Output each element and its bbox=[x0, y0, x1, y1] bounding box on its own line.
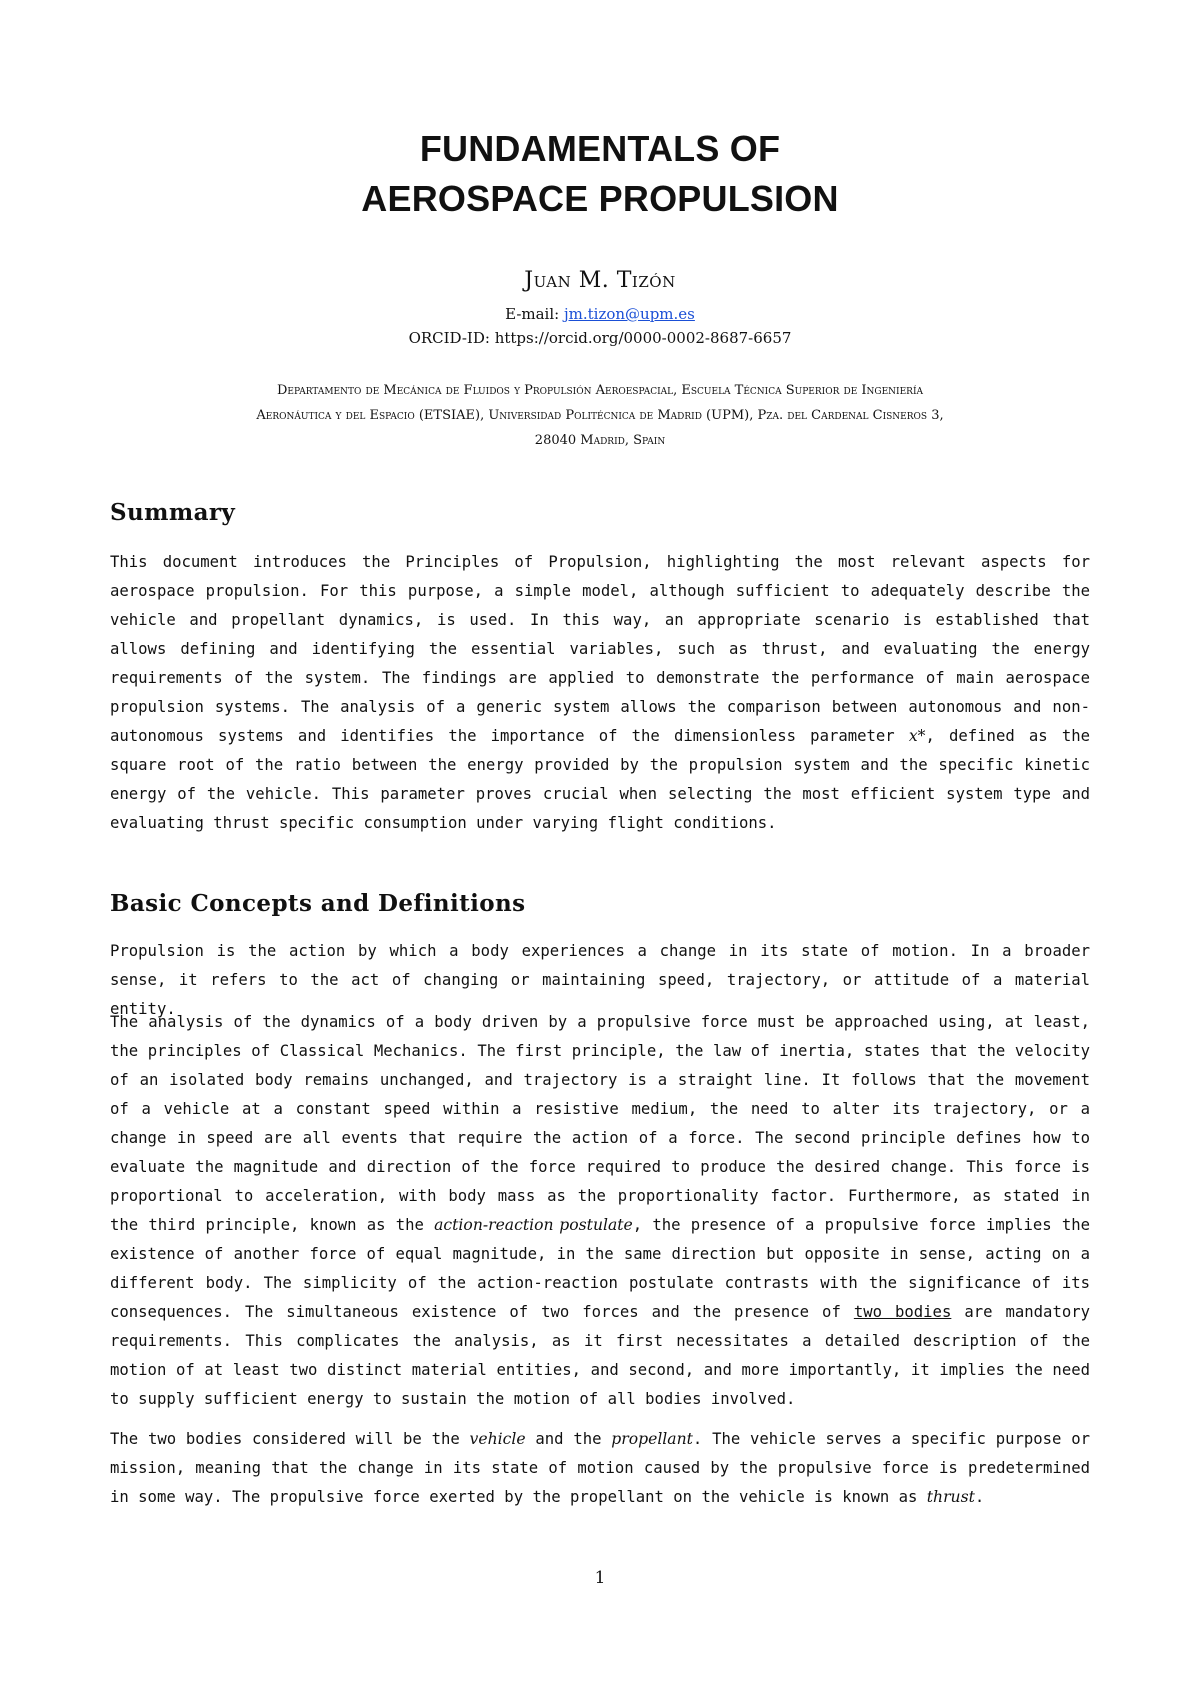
paper-title bbox=[0, 124, 1200, 224]
basic-p3-text-a: The two bodies considered will be the bbox=[110, 1430, 470, 1448]
author-affiliation bbox=[100, 378, 1100, 453]
page-number: 1 bbox=[594, 1568, 606, 1588]
basic-p2-text-a: The analysis of the dynamics of a body driven by a propulsive force must be approached using, at least, the principles of Classical Mechanics. The first principle, the law of inertia, states that the velocity of an isolated body remains unchanged, and trajectory is a straight line. It follows that the movement of a vehicle at a constant speed within a resistive medium, the need to alter its trajectory, or a change in speed are all events that require the action of a force. The second principle defines how to evaluate the magnitude and direction of the force required to produce the desired change. This force is proportional to acceleration, with body mass as the proportionality factor. Furthermore, as stated in the third principle, known as the bbox=[110, 1013, 1090, 1234]
author-name: Juan M. Tizón bbox=[524, 268, 676, 293]
basic-paragraph-3 bbox=[110, 1425, 1090, 1512]
affiliation-line-2: Aeronáutica y del Espacio (ETSIAE), Universidad Politécnica de Madrid (UPM), Pza. del Cardenal Cisneros 3, bbox=[256, 408, 944, 423]
basic-paragraph-2 bbox=[110, 1008, 1090, 1414]
basic-p3-text-d: . bbox=[974, 1488, 985, 1506]
basic-p3-text-b: and the bbox=[525, 1430, 612, 1448]
paper-title-line-2: AEROSPACE PROPULSION bbox=[361, 178, 839, 219]
affiliation-line-1: Departamento de Mecánica de Fluidos y Propulsión Aeroespacial, Escuela Técnica Superior de Ingeniería bbox=[276, 383, 924, 398]
paper-title-line-1: FUNDAMENTALS OF bbox=[419, 128, 781, 169]
thrust-term: thrust bbox=[926, 1488, 975, 1506]
two-bodies-underlined: two bodies bbox=[853, 1303, 952, 1321]
dimensionless-parameter-symbol: x* bbox=[908, 727, 926, 745]
affiliation-line-3: 28040 Madrid, Spain bbox=[534, 433, 666, 448]
summary-paragraph bbox=[110, 548, 1090, 838]
basic-p2-text-b: , the presence of a propulsive force implies the existence of another force of equal magnitude, in the same direction but opposite in sense, acting on a different body. The simplicity of the action-reaction postulate contrasts with the significance of its consequences. The simultaneous existence of two forces and the presence of bbox=[110, 1216, 1090, 1321]
email-label: E-mail: bbox=[505, 305, 564, 323]
email-link[interactable]: jm.tizon@upm.es bbox=[563, 305, 695, 323]
author-orcid: ORCID-ID: https://orcid.org/0000-0002-8687-6657 bbox=[408, 329, 792, 347]
summary-heading: Summary bbox=[110, 499, 236, 526]
author-email-line bbox=[0, 305, 1200, 323]
vehicle-term: vehicle bbox=[469, 1430, 526, 1448]
propellant-term: propellant bbox=[611, 1430, 693, 1448]
basic-p3-text-c: . The vehicle serves a specific purpose or mission, meaning that the change in its state of motion caused by the propulsive force is predetermined in some way. The propulsive force exerted by the propellant on the vehicle is known as bbox=[110, 1430, 1090, 1506]
basic-p2-text-c: are mandatory requirements. This complicates the analysis, as it first necessitates a detailed description of the motion of at least two distinct material entities, and second, and more importantly, it implies the need to supply sufficient energy to sustain the motion of all bodies involved. bbox=[110, 1303, 1090, 1408]
summary-text-a: This document introduces the Principles of Propulsion, highlighting the most relevant aspects for aerospace propulsion. For this purpose, a simple model, although sufficient to adequately describe the vehicle and propellant dynamics, is used. In this way, an appropriate scenario is established that allows defining and identifying the essential variables, such as thrust, and evaluating the energy requirements of the system. The findings are applied to demonstrate the performance of main aerospace propulsion systems. The analysis of a generic system allows the comparison between autonomous and non-autonomous systems and identifies the importance of the dimensionless parameter bbox=[110, 553, 1090, 745]
summary-text-b: , defined as the square root of the ratio between the energy provided by the propulsion system and the specific kinetic energy of the vehicle. This parameter proves crucial when selecting the most efficient system type and evaluating thrust specific consumption under varying flight conditions. bbox=[110, 727, 1091, 832]
basic-paragraph-1: Propulsion is the action by which a body experiences a change in its state of motion. In a broader sense, it refers to the act of changing or maintaining speed, trajectory, or attitude of a material entity. bbox=[110, 942, 1090, 1018]
basic-concepts-heading: Basic Concepts and Definitions bbox=[110, 890, 526, 917]
action-reaction-term: action-reaction postulate bbox=[434, 1216, 633, 1234]
